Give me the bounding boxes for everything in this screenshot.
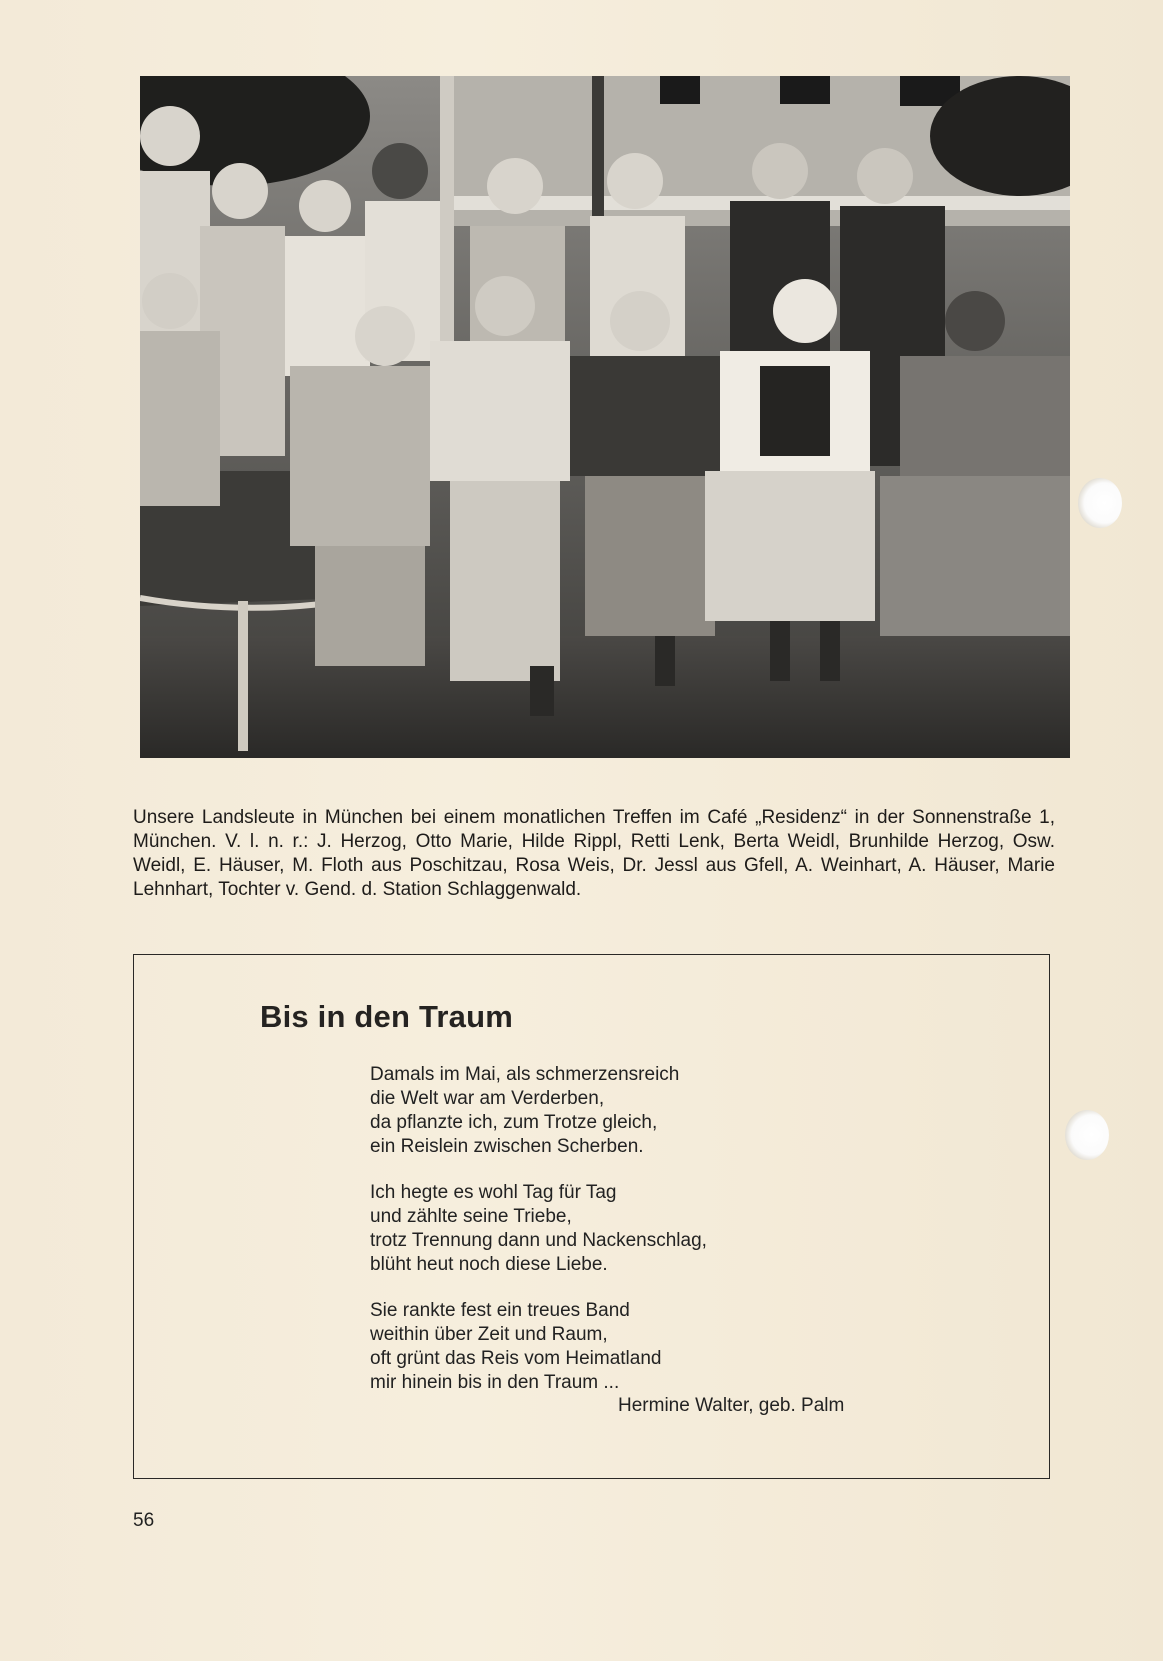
punch-hole-icon xyxy=(1078,478,1122,528)
poem-line: blüht heut noch diese Liebe. xyxy=(370,1254,608,1275)
poem-line: Ich hegte es wohl Tag für Tag xyxy=(370,1182,617,1203)
poem-line: da pflanzte ich, zum Trotze gleich, xyxy=(370,1112,658,1133)
poem-line: ein Reislein zwischen Scherben. xyxy=(370,1136,644,1157)
photo-caption: Unsere Landsleute in München bei einem monatlichen Treffen im Café „Residenz“ in der Sonnenstraße 1, München. V. l. n. r.: J. Herzog, Otto Marie, Hilde Rippl, Retti Lenk, Berta Weidl, Brunhilde Herzog, Osw. Weidl, E. Häuser, M. Floth aus Poschitzau, Rosa Weis, Dr. Jessl aus Gfell, A. Weinhart, A. Häuser, Marie Lehnhart, Tochter v. Gend. d. Station Schlaggenwald. xyxy=(133,807,1055,900)
page-number: 56 xyxy=(133,1510,155,1531)
poem-line: mir hinein bis in den Traum ... xyxy=(370,1372,620,1393)
poem-stanza xyxy=(370,1181,930,1277)
group-photo-illustration xyxy=(140,76,1070,758)
poem-box xyxy=(133,954,1050,1479)
poem-stanza xyxy=(370,1299,930,1395)
poem-line: Sie rankte fest ein treues Band xyxy=(370,1300,630,1321)
poem-line: Damals im Mai, als schmerzensreich xyxy=(370,1064,680,1085)
poem-stanzas xyxy=(370,1063,930,1417)
poem-author: Hermine Walter, geb. Palm xyxy=(618,1395,845,1416)
punch-hole-icon xyxy=(1065,1110,1109,1160)
poem-line: die Welt war am Verderben, xyxy=(370,1088,605,1109)
poem-stanza xyxy=(370,1063,930,1159)
poem-title: Bis in den Traum xyxy=(260,999,513,1034)
poem-line: und zählte seine Triebe, xyxy=(370,1206,572,1227)
poem-line: trotz Trennung dann und Nackenschlag, xyxy=(370,1230,707,1251)
poem-line: oft grünt das Reis vom Heimatland xyxy=(370,1348,662,1369)
poem-line: weithin über Zeit und Raum, xyxy=(370,1324,608,1345)
group-photo xyxy=(140,76,1070,758)
